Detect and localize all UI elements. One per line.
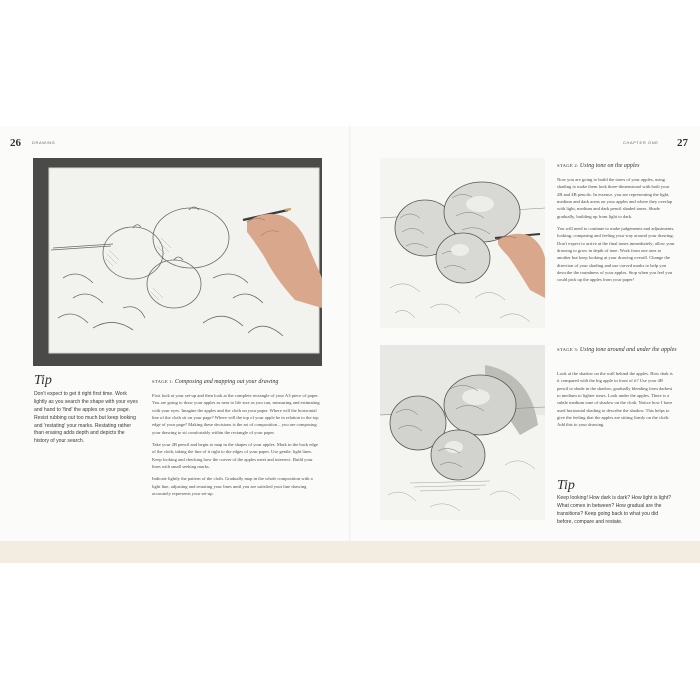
stage2-body: [557, 176, 675, 289]
stage3-label: STAGE 3:: [557, 347, 579, 352]
stage1-paragraph: Indicate lightly the pattern of the cloth. Gradually map in the whole composition with a light line, adjusting and restating your lines until you are satisfied your line drawing accurately represents your set-up.: [152, 476, 313, 497]
stage1-body: [152, 392, 322, 502]
right-tip-text: Keep looking! How dark is dark? How light is light? What comes in between? How gradual are the transitions? Keep going back to what you did before, compare and restate.: [557, 495, 672, 525]
tonal-drawing-photo: [380, 158, 545, 328]
shadow-drawing-photo: [380, 345, 545, 520]
stage3-title: Using tone around and under the apples: [579, 347, 677, 353]
right-running-head: CHAPTER ONE: [623, 140, 659, 145]
stage1-paragraph: Take your 2B pencil and begin to map in the shapes of your apples. Mark in the back edge of the cloth, taking the line of it right to the edges of your paper. Use gentle, light lines. Keep looking and checking how the curves of the apples meet and intersect. Build your lines with small seeking marks.: [152, 442, 318, 470]
book-spine: [349, 126, 351, 541]
stage3-heading: [557, 346, 677, 355]
stage1-paragraph: First look at your set-up and then look at the complete rectangle of your A3 piece of paper. You are going to draw your apples as near to life size as you can, measuring and estimating with your eyes. Imagine the apples and the cloth on your paper. Where will the horizontal line of the cloth sit on your page? Where will the top of your apple be in relation to the top edge of your page? Making these decisions is the art of composition – you are composing your drawing to sit comfortably within the rectangle of your paper.: [152, 393, 320, 435]
stage3-paragraph: Look at the shadow on the wall behind the apples. How dark is it compared with the big apple in front of it? Use your 4B pencil to shade in the shadow, gradually blending from darkest to medium to lighter tones. Look under the apples. There is a subtle medium tone of shadow on the cloth. Notice how I have used horizontal shading to describe the shadow. This helps to give the feeling that the apples are sitting firmly on the cloth. Add this to your drawing.: [557, 371, 673, 428]
right-page-number: 27: [677, 137, 688, 149]
left-tip-heading: Tip: [34, 373, 52, 388]
left-tip-text: Don't expect to get it right first time. Work lightly as you search the shape with your eyes and hand to 'find' the apples on your page. Resist rubbing out too much but keep looking and 'restating' your marks. Restating rather than erasing adds depth and depicts the history of your search.: [34, 391, 138, 445]
stage2-paragraph: Now you are going to build the tones of your apples, using shading to make them look three-dimensional with both your 2B and 4B pencils. In essence, you are representing the light, medium and dark areas on your apples and where they overlap with light, medium and dark pencil shaded tones. Shade gradually, building up from light to dark.: [557, 177, 673, 219]
stage1-title: Composing and mapping out your drawing: [174, 379, 279, 385]
stage1-heading: [152, 378, 322, 387]
stage2-title: Using tone on the apples: [579, 163, 640, 169]
drawing-on-board-photo: [33, 158, 322, 366]
stage2-label: STAGE 2:: [557, 163, 579, 168]
right-tip-heading: Tip: [557, 478, 575, 493]
page-edge-strip: [0, 541, 700, 563]
stage2-paragraph: You will need to continue to make judgements and adjustments, looking, comparing and feeling your way around your drawing. Don't expect to arrive at the final tones immediately; allow your drawing to grow in depth of tone. Work from one area to another but keep looking at your drawing overall. Change the direction of your shading and use curved marks to help you describe the roundness of your apples. Stop when you feel you could pick up the apples from your paper!: [557, 226, 675, 283]
stage2-heading: [557, 162, 677, 171]
left-page-number: 26: [10, 137, 21, 149]
stage1-label: STAGE 1:: [152, 379, 174, 384]
stage3-body: [557, 370, 675, 434]
left-running-head: DRAWING: [32, 140, 56, 145]
